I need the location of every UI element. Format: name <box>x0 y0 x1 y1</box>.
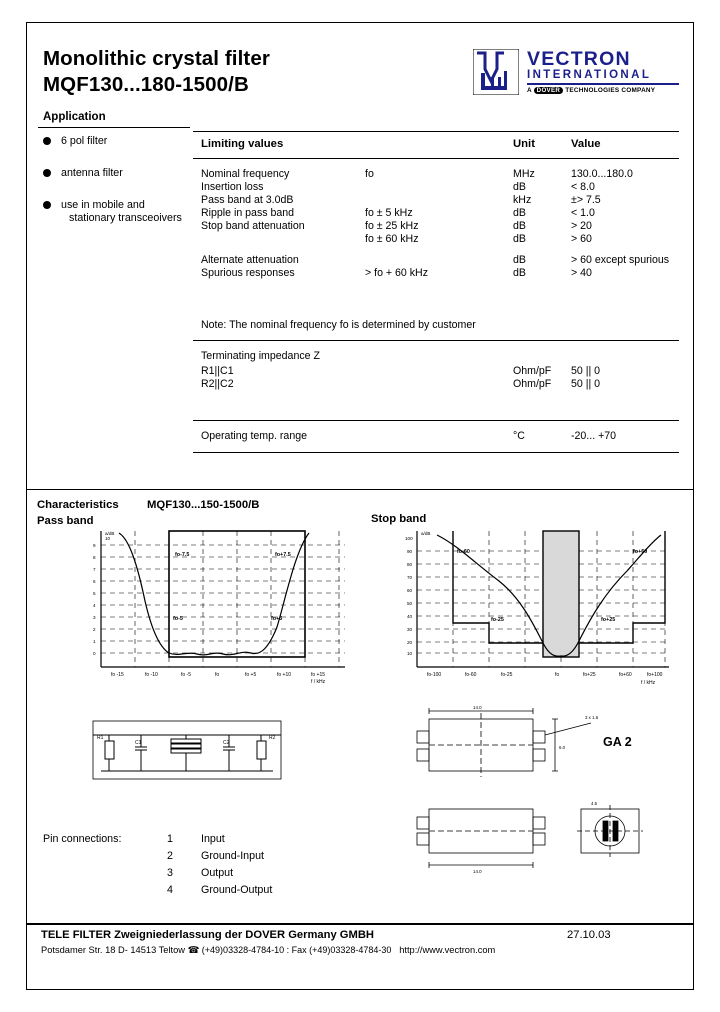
pin-connections-list <box>43 833 273 901</box>
characteristics-divider <box>27 489 693 490</box>
svg-text:4.5: 4.5 <box>591 801 598 806</box>
svg-text:0: 0 <box>93 651 96 656</box>
svg-text:fo-25: fo-25 <box>491 617 504 623</box>
pin-label: Input <box>201 833 225 845</box>
characteristics-model: MQF130...150-1500/B <box>147 499 260 511</box>
svg-text:fo-60: fo-60 <box>457 549 470 555</box>
list-item-label: use in mobile and <box>61 199 145 211</box>
table-rule-bottom <box>193 452 679 453</box>
svg-text:3: 3 <box>93 615 96 620</box>
cell-value: > 60 except spurious <box>571 254 670 266</box>
cell-unit: kHz <box>513 194 532 206</box>
cell-value: < 8.0 <box>571 181 595 193</box>
svg-text:fo-60: fo-60 <box>465 672 477 678</box>
cell-parameter: Alternate attenuation <box>201 254 299 266</box>
table-row <box>193 233 679 246</box>
logo-tagline-post: TECHNOLOGIES COMPANY <box>565 87 656 94</box>
stop-band-chart <box>379 523 675 693</box>
logo-mark-icon <box>473 49 519 95</box>
svg-text:C1: C1 <box>135 740 142 746</box>
svg-text:50: 50 <box>407 601 413 606</box>
list-item <box>43 867 273 884</box>
pass-band-label: Pass band <box>37 515 94 527</box>
cell-unit: Ohm/pF <box>513 365 552 377</box>
table-row <box>193 194 679 207</box>
svg-text:4: 4 <box>93 603 96 608</box>
cell-value: > 40 <box>571 267 592 279</box>
svg-text:fo+5: fo+5 <box>271 616 283 622</box>
cell-parameter: R1||C1 <box>201 365 234 377</box>
svg-text:7: 7 <box>93 567 96 572</box>
cell-unit: dB <box>513 254 526 266</box>
cell-unit: °C <box>513 430 525 442</box>
cell-value: -20... +70 <box>571 430 617 442</box>
filter-schematic <box>87 713 287 793</box>
table-row <box>193 220 679 233</box>
svg-text:a/dB: a/dB <box>421 531 431 536</box>
footer-address: Potsdamer Str. 18 D- 14513 Teltow <box>41 945 186 955</box>
svg-text:fo-25: fo-25 <box>501 672 513 678</box>
cell-value: < 1.0 <box>571 207 595 219</box>
package-drawing <box>395 705 675 905</box>
svg-text:fo-100: fo-100 <box>427 672 442 678</box>
cell-unit: MHz <box>513 168 535 180</box>
list-item <box>43 833 273 850</box>
package-code-label: GA 2 <box>603 735 632 749</box>
svg-text:fo+100: fo+100 <box>647 672 663 678</box>
svg-text:fo -10: fo -10 <box>145 672 158 678</box>
svg-text:20: 20 <box>407 640 413 645</box>
svg-text:fo -5: fo -5 <box>181 672 192 678</box>
application-heading: Application <box>43 111 106 123</box>
termination-title: Terminating impedance Z <box>201 350 320 362</box>
list-item <box>41 199 201 225</box>
cell-parameter: Stop band attenuation <box>201 220 305 232</box>
cell-value: > 20 <box>571 220 592 232</box>
vectron-logo <box>473 49 681 109</box>
logo-divider <box>527 83 679 85</box>
cell-parameter: Ripple in pass band <box>201 207 295 219</box>
cell-unit: dB <box>513 181 526 193</box>
cell-unit: dB <box>513 233 526 245</box>
table-row <box>193 181 679 194</box>
svg-text:90: 90 <box>407 549 413 554</box>
list-item-label: 6 pol filter <box>61 135 108 147</box>
page-title-line1: Monolithic crystal filter <box>43 47 270 70</box>
svg-text:fo+60: fo+60 <box>619 672 632 678</box>
cell-value: > 60 <box>571 233 592 245</box>
termination-title-row <box>193 350 679 365</box>
svg-text:fo: fo <box>215 672 220 678</box>
cell-value: 50 || 0 <box>571 365 601 377</box>
temperature-section <box>193 421 679 452</box>
svg-text:6.0: 6.0 <box>559 745 566 750</box>
svg-text:fo+25: fo+25 <box>601 617 616 623</box>
svg-text:60: 60 <box>407 588 413 593</box>
footer-phone: (+49)03328-4784-10 : Fax (+49)03328-4784-30 <box>201 945 392 955</box>
list-item-label: antenna filter <box>61 167 123 179</box>
column-header-value: Value <box>571 138 601 150</box>
svg-text:fo +5: fo +5 <box>245 672 257 678</box>
stop-band-label: Stop band <box>371 513 427 525</box>
cell-value: 50 || 0 <box>571 378 601 390</box>
svg-text:14.0: 14.0 <box>473 705 482 710</box>
pin-connections-label: Pin connections: <box>43 833 122 845</box>
svg-text:a/dB: a/dB <box>105 531 115 536</box>
logo-tagline <box>527 87 681 94</box>
svg-text:fo +15: fo +15 <box>311 672 326 678</box>
table-row <box>193 207 679 220</box>
pin-number: 3 <box>167 867 173 879</box>
pin-label: Output <box>201 867 234 879</box>
table-body <box>193 159 679 289</box>
footer-web[interactable]: http://www.vectron.com <box>399 945 496 955</box>
cell-value: 130.0...180.0 <box>571 168 633 180</box>
svg-text:fo-5: fo-5 <box>173 616 183 622</box>
svg-text:8: 8 <box>93 555 96 560</box>
cell-condition: fo ± 25 kHz <box>365 220 419 232</box>
svg-text:5: 5 <box>93 591 96 596</box>
row-gap <box>193 246 679 254</box>
column-header-unit: Unit <box>513 138 535 150</box>
footer-contact <box>41 945 495 956</box>
frequency-note: Note: The nominal frequency fo is determined by customer <box>201 319 476 331</box>
cell-condition: > fo + 60 kHz <box>365 267 429 279</box>
cell-unit: dB <box>513 207 526 219</box>
svg-text:R1: R1 <box>97 735 104 741</box>
svg-text:70: 70 <box>407 575 413 580</box>
pin-label: Ground-Input <box>201 850 264 862</box>
cell-unit: dB <box>513 220 526 232</box>
table-row <box>193 378 679 391</box>
section-gap <box>193 289 679 309</box>
cell-parameter: Nominal frequency <box>201 168 290 180</box>
svg-text:1: 1 <box>93 639 96 644</box>
application-divider <box>38 127 190 128</box>
cell-unit: Ohm/pF <box>513 378 552 390</box>
termination-section <box>193 341 679 400</box>
pin-label: Ground-Output <box>201 884 273 896</box>
svg-text:fo+7.5: fo+7.5 <box>275 552 291 558</box>
section-gap-2 <box>193 400 679 420</box>
cell-parameter: Pass band at 3.0dB <box>201 194 294 206</box>
svg-text:30: 30 <box>407 627 413 632</box>
cell-condition: fo <box>365 168 374 180</box>
table-row <box>193 168 679 181</box>
svg-text:80: 80 <box>407 562 413 567</box>
page-title-line2: MQF130...180-1500/B <box>43 73 249 96</box>
logo-wordmark <box>527 49 681 94</box>
table-header-row <box>193 132 679 158</box>
svg-text:f / kHz: f / kHz <box>311 679 326 685</box>
page-header <box>27 23 693 101</box>
cell-unit: dB <box>513 267 526 279</box>
svg-text:fo+25: fo+25 <box>583 672 596 678</box>
list-item <box>43 850 273 867</box>
limiting-values-table <box>193 131 679 453</box>
svg-text:10: 10 <box>407 651 413 656</box>
svg-text:100: 100 <box>405 536 413 541</box>
svg-text:R2: R2 <box>269 735 276 741</box>
svg-text:9: 9 <box>93 543 96 548</box>
cell-parameter: Insertion loss <box>201 181 264 193</box>
phone-icon: ☎ <box>187 945 200 955</box>
list-item-label-2: stationary transceoivers <box>69 212 182 224</box>
table-row <box>193 267 679 280</box>
pin-number: 1 <box>167 833 173 845</box>
list-item <box>41 167 201 180</box>
table-row <box>193 430 679 443</box>
pin-number: 2 <box>167 850 173 862</box>
svg-text:C2: C2 <box>223 740 230 746</box>
footer-company: TELE FILTER Zweigniederlassung der DOVER Germany GMBH <box>41 929 374 941</box>
table-row <box>193 365 679 378</box>
characteristics-heading: Characteristics <box>37 499 119 511</box>
svg-text:f / kHz: f / kHz <box>641 680 656 686</box>
cell-parameter: R2||C2 <box>201 378 234 390</box>
cell-condition: fo ± 5 kHz <box>365 207 413 219</box>
logo-subtitle: INTERNATIONAL <box>527 69 652 81</box>
svg-text:6: 6 <box>93 579 96 584</box>
svg-text:fo: fo <box>555 672 560 678</box>
table-row <box>193 254 679 267</box>
bullet-icon <box>43 169 51 177</box>
footer-divider <box>27 923 693 925</box>
list-item <box>43 884 273 901</box>
footer-date: 27.10.03 <box>567 929 611 941</box>
cell-condition: fo ± 60 kHz <box>365 233 419 245</box>
svg-text:fo+60: fo+60 <box>633 549 648 555</box>
svg-text:2: 2 <box>93 627 96 632</box>
logo-tagline-pill: DOVER <box>534 87 564 94</box>
bullet-icon <box>43 137 51 145</box>
column-header-parameter: Limiting values <box>201 138 284 150</box>
svg-text:3 x 1.6: 3 x 1.6 <box>585 715 599 720</box>
cell-value: ±> 7.5 <box>571 194 601 206</box>
svg-text:14.0: 14.0 <box>473 869 482 874</box>
application-list <box>41 135 201 244</box>
cell-parameter: Spurious responses <box>201 267 295 279</box>
svg-text:40: 40 <box>407 614 413 619</box>
logo-tagline-pre: A <box>527 87 532 94</box>
svg-text:10: 10 <box>105 536 111 541</box>
datasheet-page <box>26 22 694 990</box>
svg-text:fo -15: fo -15 <box>111 672 124 678</box>
cell-parameter: Operating temp. range <box>201 430 307 442</box>
pin-number: 4 <box>167 884 173 896</box>
list-item <box>41 135 201 148</box>
logo-name: VECTRON <box>527 48 631 70</box>
bullet-icon <box>43 201 51 209</box>
svg-text:fo +10: fo +10 <box>277 672 292 678</box>
pass-band-chart <box>63 523 351 693</box>
svg-text:fo-7.5: fo-7.5 <box>175 552 190 558</box>
